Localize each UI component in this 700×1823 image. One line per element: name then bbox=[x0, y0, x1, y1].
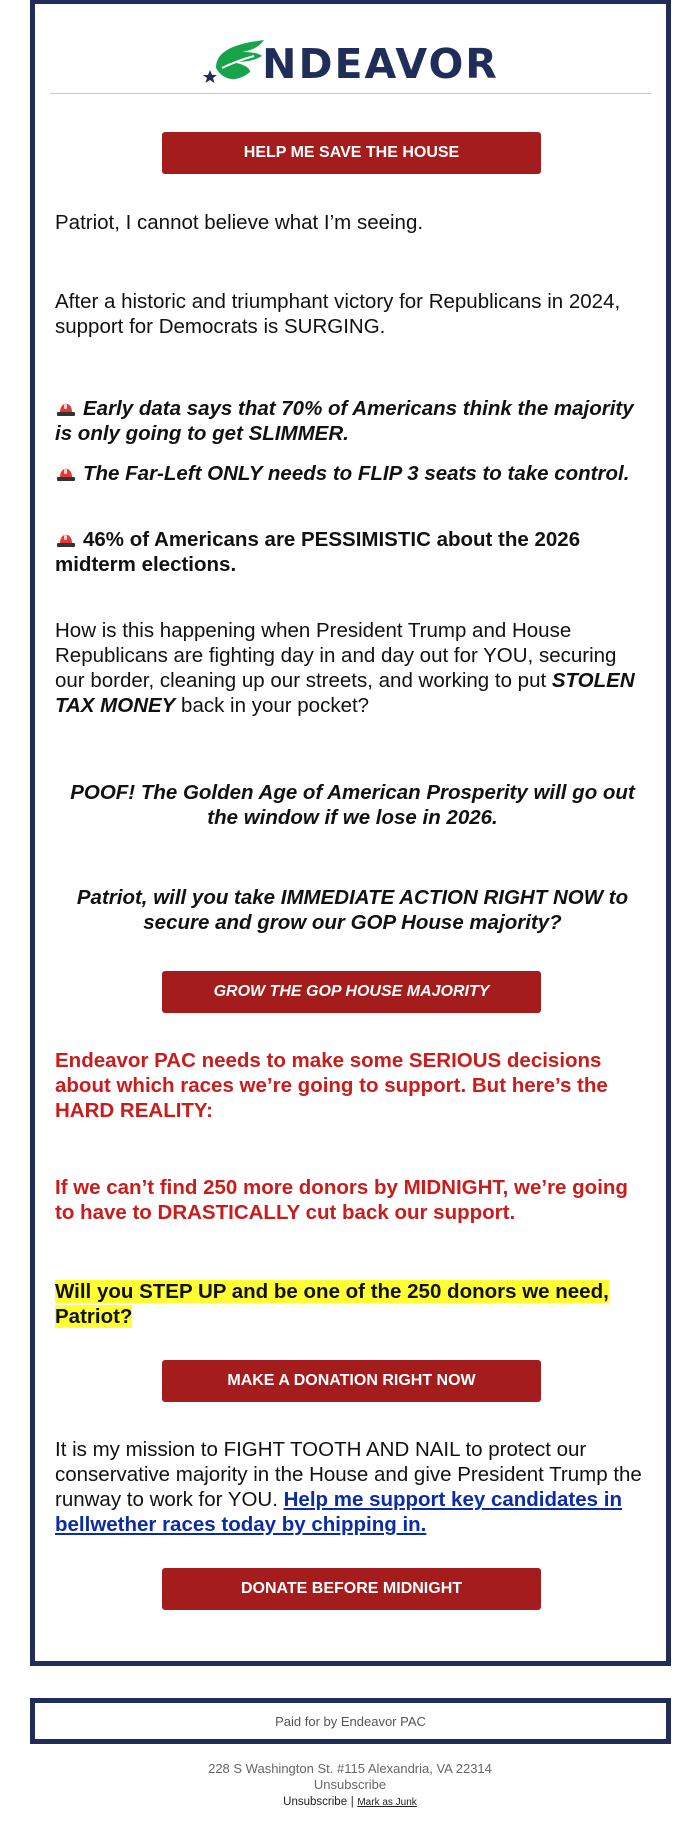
make-donation-button[interactable]: MAKE A DONATION RIGHT NOW bbox=[162, 1360, 541, 1402]
logo-text: NDEAVOR bbox=[262, 39, 499, 88]
action-question: Patriot, will you take IMMEDIATE ACTION RIGHT NOW to secure and grow our GOP House majority? bbox=[76, 886, 629, 934]
midnight-paragraph: If we can’t find 250 more donors by MIDNIGHT, we’re going to have to DRASTICALLY cut back our support. bbox=[55, 1176, 628, 1224]
bullet-item-3 bbox=[55, 527, 650, 577]
unsubscribe-link-1[interactable]: Unsubscribe bbox=[313, 1777, 387, 1792]
bullet-text-1: Early data says that 70% of Americans think the majority is only going to get SLIMMER. bbox=[55, 397, 634, 445]
leaf-star-logo-icon bbox=[202, 38, 268, 90]
bullet-item-2 bbox=[55, 461, 650, 486]
paid-for-box bbox=[30, 1698, 671, 1744]
footer-separator: | bbox=[350, 1796, 354, 1808]
grow-majority-button[interactable]: GROW THE GOP HOUSE MAJORITY bbox=[162, 971, 541, 1013]
highlighted-text: Will you STEP UP and be one of the 250 donors we need, Patriot? bbox=[55, 1280, 609, 1328]
bullet-text-2: The Far-Left ONLY needs to FLIP 3 seats to take control. bbox=[83, 462, 630, 485]
footer-unsubscribe-row bbox=[0, 1793, 700, 1811]
mission-paragraph bbox=[55, 1437, 650, 1537]
mission-text: It is my mission to FIGHT TOOTH AND NAIL to protect our conservative majority in the House and give President Trump the runway to work for YOU. bbox=[55, 1438, 642, 1511]
step-up-paragraph bbox=[55, 1279, 650, 1329]
unsubscribe-link-2[interactable]: Unsubscribe bbox=[283, 1796, 348, 1808]
stolen-tax-money-text: STOLEN TAX MONEY bbox=[55, 669, 635, 717]
mark-as-junk-link[interactable]: Mark as Junk bbox=[357, 1797, 417, 1808]
support-candidates-link[interactable]: Help me support key candidates in bellwether races today by chipping in. bbox=[55, 1488, 622, 1536]
help-save-house-button[interactable]: HELP ME SAVE THE HOUSE bbox=[162, 132, 541, 174]
donate-before-midnight-button[interactable]: DONATE BEFORE MIDNIGHT bbox=[162, 1568, 541, 1610]
endeavor-logo bbox=[35, 34, 666, 94]
bullet-text-3: 46% of Americans are PESSIMISTIC about the 2026 midterm elections. bbox=[55, 528, 581, 576]
footer-address: 228 S Washington St. #115 Alexandria, VA 22314 bbox=[208, 1761, 492, 1776]
poof-paragraph: POOF! The Golden Age of American Prosperity will go out the window if we lose in 2026. bbox=[70, 781, 635, 829]
greeting-paragraph: Patriot, I cannot believe what I’m seeing. bbox=[55, 211, 424, 234]
email-frame bbox=[30, 0, 671, 1666]
paragraph-text-end: back in your pocket? bbox=[175, 694, 370, 717]
victory-paragraph: After a historic and triumphant victory for Republicans in 2024, support for Democrats is SURGING. bbox=[55, 290, 621, 338]
question-paragraph bbox=[55, 618, 650, 718]
paid-for-text: Paid for by Endeavor PAC bbox=[275, 1713, 426, 1729]
bullet-item-1 bbox=[55, 396, 650, 446]
siren-icon bbox=[55, 462, 77, 482]
siren-icon bbox=[55, 397, 77, 417]
paragraph-text: How is this happening when President Trump and House Republicans are fighting day in and day out for YOU, securing our border, cleaning up our streets, and working to put bbox=[55, 619, 617, 692]
header-divider bbox=[50, 93, 651, 94]
siren-icon bbox=[55, 528, 77, 548]
hard-reality-paragraph: Endeavor PAC needs to make some SERIOUS decisions about which races we’re going to support. But here’s the HARD REALITY: bbox=[55, 1049, 608, 1122]
